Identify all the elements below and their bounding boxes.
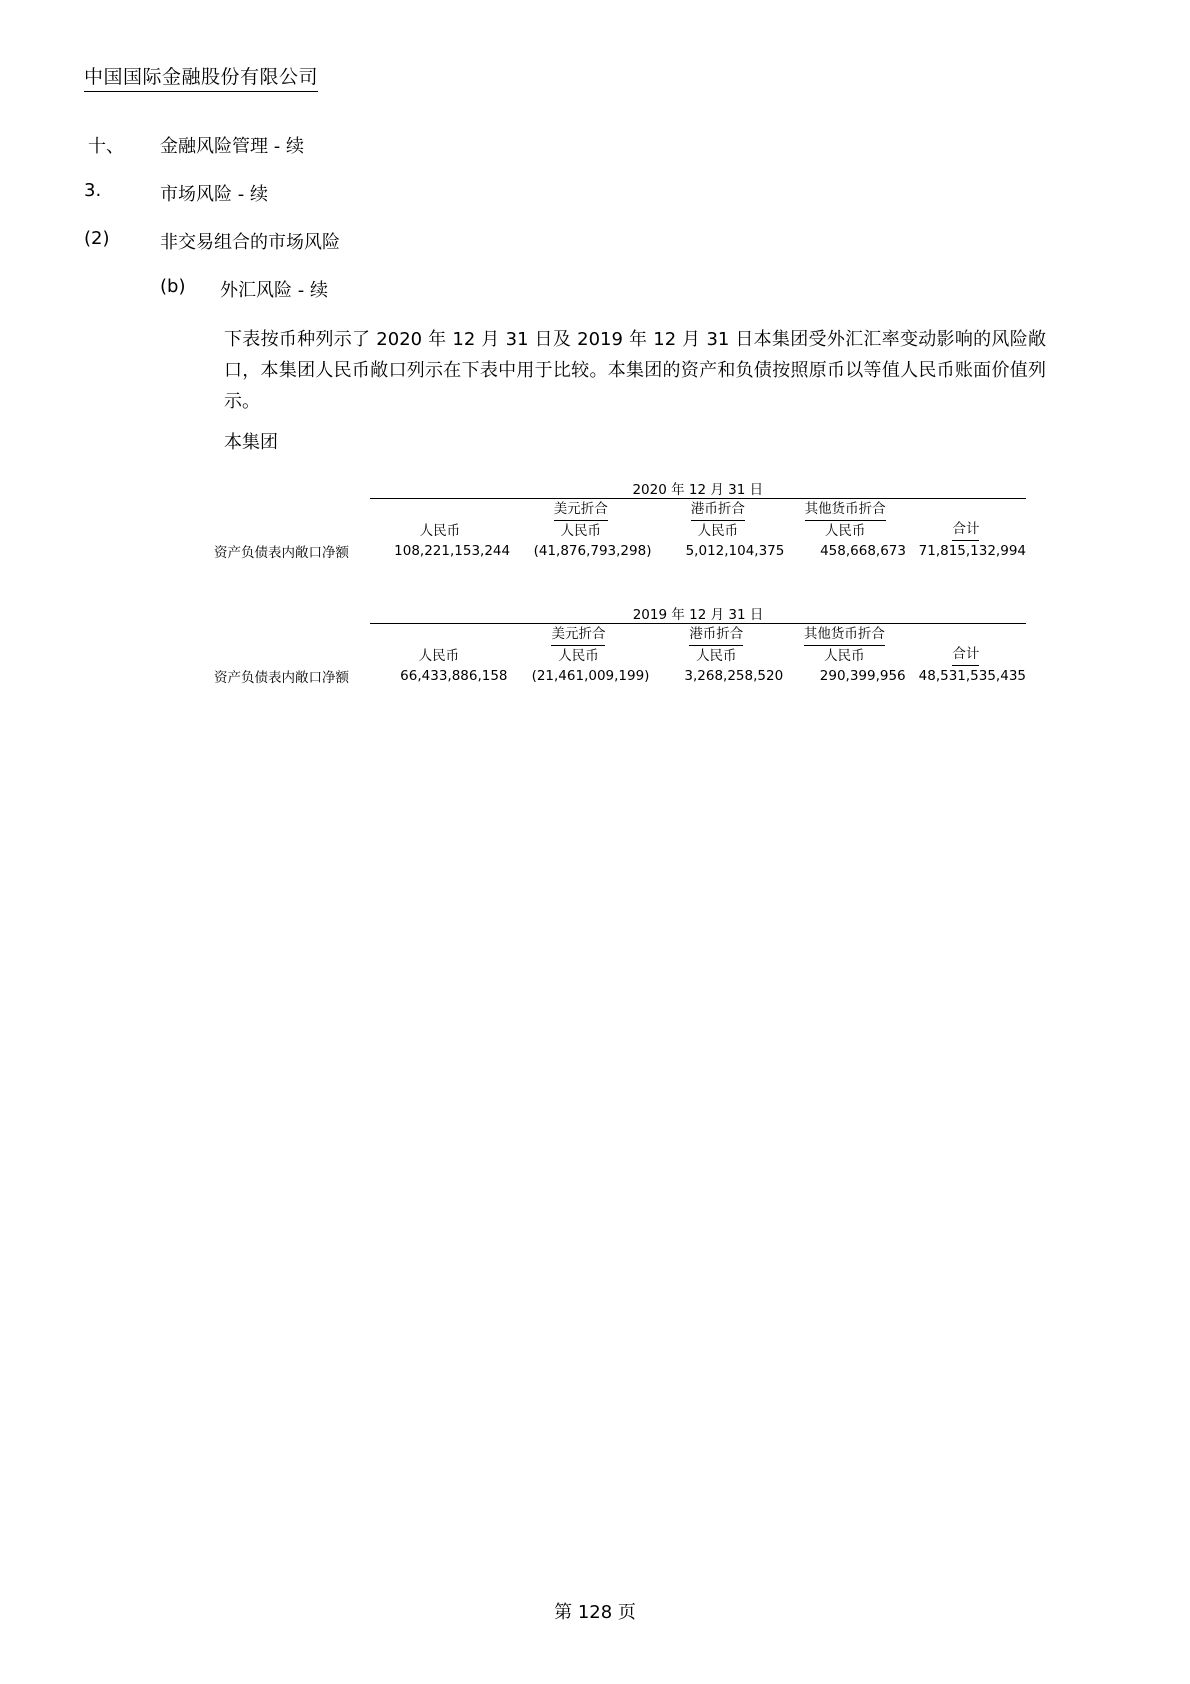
header-spacer <box>214 499 370 541</box>
heading-level-1 <box>88 132 304 158</box>
cell-usd-2020: (41,876,793,298) <box>533 543 652 559</box>
cell-hkd-2019: 3,268,258,520 <box>684 668 784 684</box>
body-paragraph: 下表按币种列示了 2020 年 12 月 31 日及 2019 年 12 月 31 日本集团受外汇汇率变动影响的风险敞口，本集团人民币敞口列示在下表中用于比较。本集团的资产和负债按照原币以等值人民币账面价值列示。 <box>224 329 1046 412</box>
heading-level-1-number: 十、 <box>88 136 124 157</box>
col-header-rmb-2020 <box>370 499 511 541</box>
heading-level-3 <box>84 228 340 254</box>
col-header-usd-2019 <box>508 624 650 666</box>
cell-rmb-2020: 108,221,153,244 <box>394 543 511 559</box>
col-header-hkd-2020-line2: 人民币 <box>697 523 739 539</box>
cell-rmb-2019: 66,433,886,158 <box>400 668 508 684</box>
col-header-total-2020-line1: 合计 <box>952 519 979 541</box>
col-header-hkd-2020-line1: 港币折合 <box>691 499 745 521</box>
cell-usd-2019: (21,461,009,199) <box>531 668 650 684</box>
col-header-other-2020 <box>784 499 906 541</box>
cell-total-2019: 48,531,535,435 <box>918 668 1026 684</box>
col-header-hkd-2019-line2: 人民币 <box>696 648 737 664</box>
col-header-usd-2019-line2: 人民币 <box>558 648 599 664</box>
heading-level-2-number: 3. <box>84 180 102 201</box>
col-header-rmb-2020-line1: 人民币 <box>419 523 461 539</box>
cell-hkd-2020: 5,012,104,375 <box>685 543 785 559</box>
period-label-2020: 2020 年 12 月 31 日 <box>632 482 764 498</box>
heading-level-3-number: (2) <box>84 228 110 249</box>
col-header-hkd-2020 <box>651 499 784 541</box>
entity-label: 本集团 <box>224 432 278 453</box>
heading-level-3-text: 非交易组合的市场风险 <box>160 232 340 253</box>
heading-level-1-text: 金融风险管理 - 续 <box>160 136 304 157</box>
row-label-net-onbalance-2020: 资产负债表内敞口净额 <box>214 545 349 561</box>
col-header-other-2019-line1: 其他货币折合 <box>804 624 885 646</box>
heading-level-4-text: 外汇风险 - 续 <box>220 280 328 301</box>
table-2019 <box>214 603 1026 686</box>
heading-level-4 <box>160 276 328 302</box>
col-header-other-2019 <box>783 624 905 666</box>
col-header-other-2020-line2: 人民币 <box>824 523 866 539</box>
cell-other-2019: 290,399,956 <box>819 668 906 684</box>
fx-exposure-table-2020 <box>214 478 1026 561</box>
header-spacer <box>214 624 370 666</box>
fx-exposure-table-2019 <box>214 603 1026 686</box>
col-header-usd-2020-line1: 美元折合 <box>554 499 608 521</box>
cell-total-2020: 71,815,132,994 <box>918 543 1026 559</box>
row-label-net-onbalance-2019: 资产负债表内敞口净额 <box>214 670 349 686</box>
col-header-usd-2019-line1: 美元折合 <box>551 624 605 646</box>
col-header-other-2020-line1: 其他货币折合 <box>805 499 886 521</box>
col-header-total-2019-line1: 合计 <box>952 644 979 666</box>
table-period-row <box>214 603 1026 623</box>
spacer-cell <box>214 603 370 623</box>
cell-other-2020: 458,668,673 <box>820 543 906 559</box>
heading-level-2 <box>84 180 268 206</box>
company-name-header: 中国国际金融股份有限公司 <box>84 62 318 92</box>
col-header-other-2019-line2: 人民币 <box>824 648 865 664</box>
col-header-hkd-2019 <box>649 624 783 666</box>
table-2020 <box>214 478 1026 561</box>
heading-level-4-number: (b) <box>160 276 186 297</box>
table-header-row-2019 <box>214 624 1026 666</box>
heading-level-2-text: 市场风险 - 续 <box>160 184 268 205</box>
col-header-total-2020 <box>906 499 1026 541</box>
table-period-row <box>214 478 1026 498</box>
col-header-usd-2020-line2: 人民币 <box>560 523 602 539</box>
table-header-row-2020 <box>214 499 1026 541</box>
spacer-cell <box>214 478 370 498</box>
col-header-hkd-2019-line1: 港币折合 <box>689 624 743 646</box>
page-number-footer: 第 128 页 <box>554 1602 636 1623</box>
col-header-usd-2020 <box>510 499 651 541</box>
table-row <box>214 666 1026 686</box>
table-row <box>214 541 1026 561</box>
col-header-total-2019 <box>906 624 1026 666</box>
col-header-rmb-2019 <box>370 624 507 666</box>
period-label-2019: 2019 年 12 月 31 日 <box>632 607 764 623</box>
col-header-rmb-2019-line1: 人民币 <box>418 648 460 664</box>
